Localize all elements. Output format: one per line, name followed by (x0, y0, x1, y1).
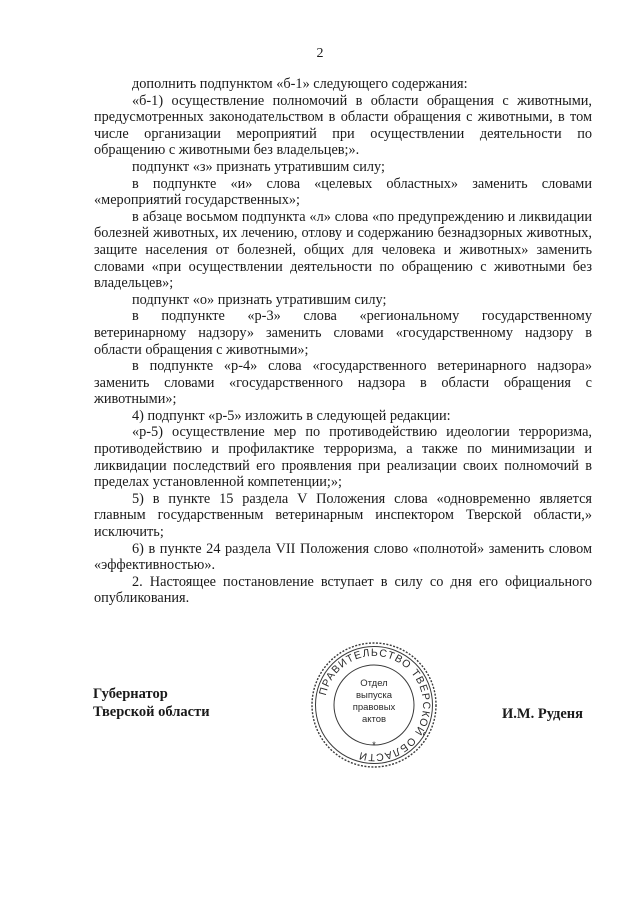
paragraph: в подпункте «р-3» слова «региональному государственному ветеринарному надзору» заменить словами «государственному надзору в области обращения с животными»; (94, 308, 592, 358)
paragraph: «б-1) осуществление полномочий в области обращения с животными, предусмотренных законодательством в области обращения с животными, в том числе организации мероприятий при осуществлении деятельности по обращению с животными без владельцев;». (94, 92, 592, 159)
seal-star-mark: * (372, 740, 376, 750)
signatory-title-line: Тверской области (93, 704, 210, 720)
seal-center-line: правовых (352, 702, 396, 713)
paragraph: 6) в пункте 24 раздела VII Положения слово «полнотой» заменить словом «эффективностью». (94, 540, 592, 574)
seal-center-line: актов (361, 714, 387, 725)
seal-center-text (309, 678, 439, 726)
official-seal (309, 640, 439, 770)
signatory-title-line: Губернатор (93, 686, 168, 702)
paragraph: дополнить подпунктом «б-1» следующего содержания: (132, 76, 468, 92)
signatory-name: И.М. Руденя (502, 706, 584, 722)
signatory-title (93, 685, 210, 721)
paragraph: 4) подпункт «р-5» изложить в следующей редакции: (132, 407, 451, 424)
paragraph: 2. Настоящее постановление вступает в силу со дня его официального опубликования. (94, 573, 592, 607)
paragraph: подпункт «о» признать утратившим силу; (132, 291, 387, 308)
paragraph: в подпункте «и» слова «целевых областных» заменить словами «мероприятий государственных»; (94, 175, 592, 209)
seal-ring-text: ПРАВИТЕЛЬСТВО ТВЕРСКОЙ ОБЛАСТИ (317, 646, 433, 764)
paragraph: в абзаце восьмом подпункта «л» слова «по предупреждению и ликвидации болезней животных, их лечению, отлову и содержанию безнадзорных животных, защите населения от болезней, общих для человека и животных» заменить словами «при осуществлении деятельности по обращению с животными без владельцев»; (94, 208, 592, 292)
seal-center-line: Отдел (360, 678, 388, 689)
document-body (94, 76, 592, 607)
seal-center-line: выпуска (355, 690, 393, 701)
page-number: 2 (316, 46, 324, 61)
paragraph: подпункт «з» признать утратившим силу; (132, 158, 385, 175)
paragraph: 5) в пункте 15 раздела V Положения слова «одновременно является главным государственным ветеринарным инспектором Тверской области,» исключить; (94, 490, 592, 541)
paragraph: «р-5) осуществление мер по противодействию идеологии терроризма, противодействию и профилактике терроризма, а также по минимизации и ликвидации последствий его проявления при реализации своих полномочий в пределах установленной компетенции;»; (94, 424, 592, 491)
paragraph: в подпункте «р-4» слова «государственного ветеринарного надзора» заменить словами «государственного надзора в области обращения с животными»; (94, 358, 592, 408)
